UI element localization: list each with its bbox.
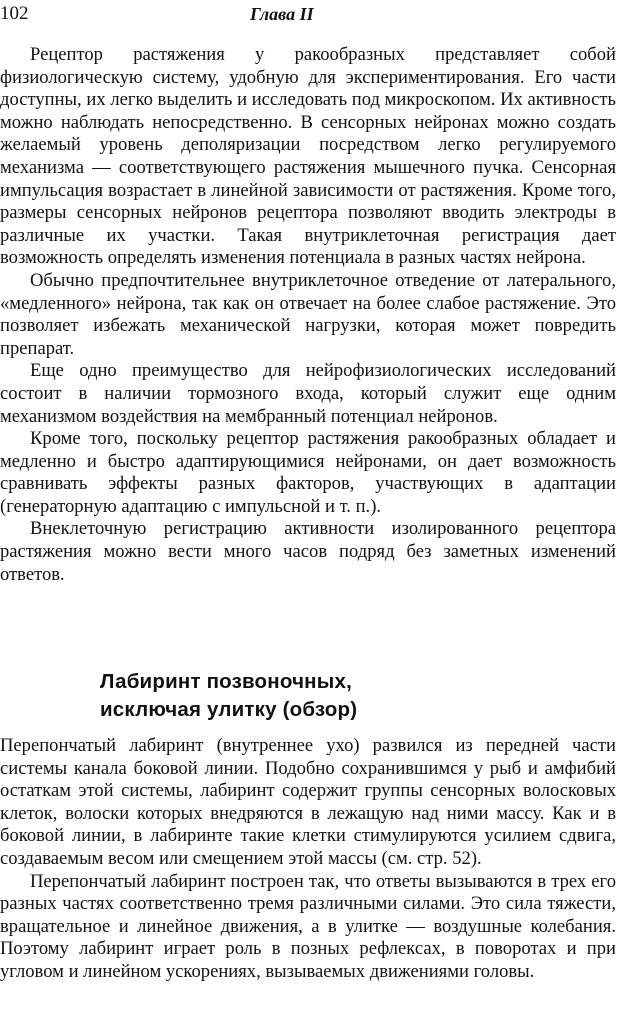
section-stretch-receptor-text bbox=[0, 44, 616, 586]
section-heading-line-1: Лабиринт позвоночных, bbox=[100, 670, 352, 693]
paragraph: Еще одно преимущество для нейрофизиологических исследований состоит в наличии тормозного входа, который служит еще одним механизмом воздействия на мембранный потенциал нейронов. bbox=[0, 360, 616, 427]
paragraph: Обычно предпочтительнее внутриклеточное отведение от латерального, «медленного» нейрона, так как он отвечает на более слабое растяжение. Это позволяет избежать механической нагрузки, которая может повредить препарат. bbox=[0, 269, 616, 359]
section-heading bbox=[100, 668, 520, 724]
paragraph: Перепончатый лабиринт (внутреннее ухо) развился из передней части системы канала боковой линии. Подобно сохранившимся у рыб и амфибий остаткам этой системы, лабиринт содержит группы сенсорных волосковых клеток, волоски которых внедряются в лежащую над ними массу. Как и в боковой линии, в лабиринте такие клетки стимулируются усилием сдвига, создаваемым весом или смещением этой массы (см. стр. 52). bbox=[0, 735, 616, 869]
running-head: Глава II bbox=[250, 4, 314, 24]
page-number: 102 bbox=[0, 3, 29, 24]
paragraph: Внеклеточную регистрацию активности изолированного рецептора растяжения можно вести много часов подряд без заметных изменений ответов. bbox=[0, 518, 616, 585]
section-labyrinth-text bbox=[0, 735, 616, 984]
section-heading-line-2: исключая улитку (обзор) bbox=[100, 698, 358, 721]
page-header bbox=[0, 2, 620, 26]
paragraph: Кроме того, поскольку рецептор растяжения ракообразных обладает и медленно и быстро адаптирующимися нейронами, он дает возможность сравнивать эффекты разных факторов, участвующих в адаптации (генераторную адаптацию с импульсной и т. п.). bbox=[0, 428, 616, 517]
paragraph: Рецептор растяжения у ракообразных представляет собой физиологическую систему, удобную для экспериментирования. Его части доступны, их легко выделить и исследовать под микроскопом. Их активность можно наблюдать непосредственно. В сенсорных нейронах можно создать желаемый уровень деполяризации посредством легко регулируемого механизма — соответствующего растяжения мышечного пучка. Сенсорная импульсация возрастает в линейной зависимости от растяжения. Кроме того, размеры сенсорных нейронов рецептора позволяют вводить электроды в различные их участки. Такая внутриклеточная регистрация дает возможность определять изменения потенциала в разных частях нейрона. bbox=[0, 44, 616, 269]
paragraph: Перепончатый лабиринт построен так, что ответы вызываются в трех его разных частях соответственно тремя различными силами. Это сила тяжести, вращательное и линейное движения, а в улитке — воздушные колебания. Поэтому лабиринт играет роль в позных рефлексах, в поворотах и при угловом и линейном ускорениях, вызываемых движениями головы. bbox=[0, 870, 616, 982]
